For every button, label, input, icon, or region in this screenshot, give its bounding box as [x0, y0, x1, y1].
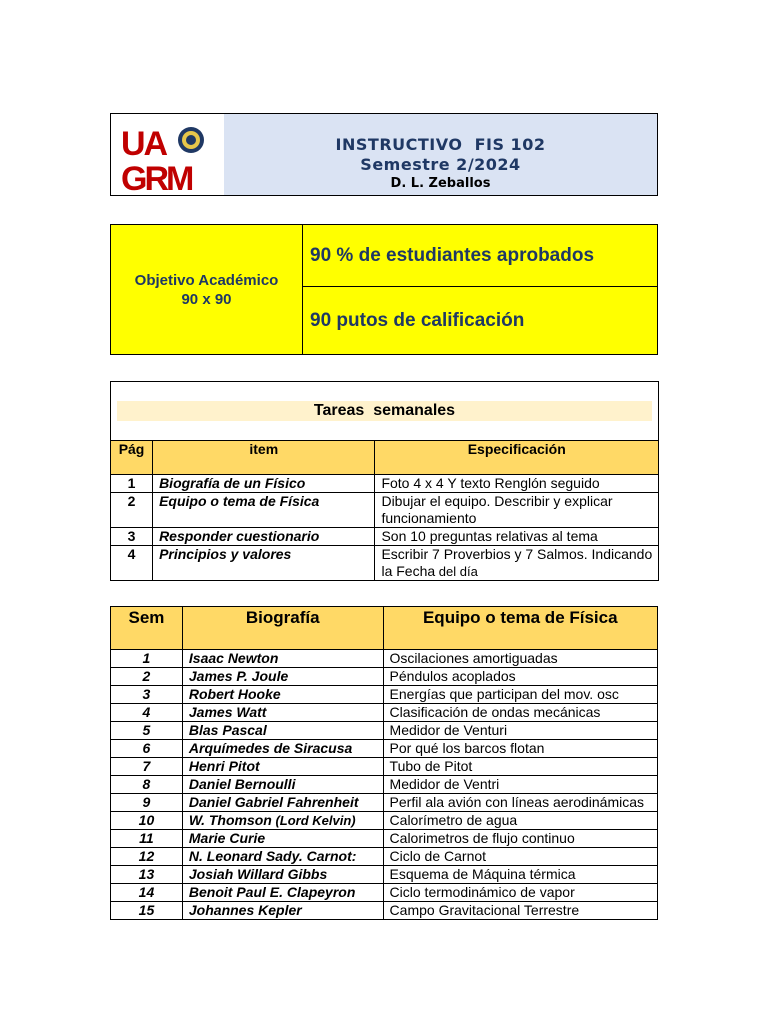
biography-name: Johannes Kepler [188, 902, 302, 918]
week-number: 14 [111, 884, 183, 902]
topic-cell: Esquema de Máquina térmica [383, 866, 657, 884]
topic-cell: Calorímetro de agua [383, 812, 657, 830]
objective-table [110, 224, 658, 355]
table-row [111, 884, 658, 902]
week-number: 1 [111, 650, 183, 668]
task-spec: Son 10 preguntas relativas al tema [375, 528, 659, 546]
topic-cell: Medidor de Ventri [383, 776, 657, 794]
week-number: 3 [111, 686, 183, 704]
tasks-title-cell [111, 382, 659, 441]
biography-cell [182, 794, 383, 812]
column-header-sem: Sem [111, 607, 183, 650]
biography-cell [182, 722, 383, 740]
week-number: 2 [111, 668, 183, 686]
column-header-spec: Especificación [375, 441, 659, 475]
biography-cell [182, 650, 383, 668]
table-row [111, 830, 658, 848]
table-row [111, 758, 658, 776]
weekly-tasks-table [110, 381, 659, 581]
week-number: 12 [111, 848, 183, 866]
objective-goal-students: 90 % de estudiantes aprobados [303, 225, 658, 287]
biography-cell [182, 866, 383, 884]
week-number: 9 [111, 794, 183, 812]
tasks-title: Tareas semanales [117, 401, 652, 421]
biography-cell [182, 884, 383, 902]
document-title: INSTRUCTIVO FIS 102 [335, 135, 546, 154]
biography-name: Daniel Bernoulli [188, 776, 296, 792]
task-spec-suffix: del día [435, 564, 478, 579]
schedule-header-row [111, 607, 658, 650]
semester-label: Semestre 2/2024 [360, 155, 521, 174]
header-title-block [224, 114, 657, 195]
task-page: 2 [111, 493, 153, 528]
biography-suffix: (Lord Kelvin) [271, 813, 356, 828]
table-row [111, 902, 658, 920]
task-spec: Dibujar el equipo. Describir y explicar funcionamiento [375, 493, 659, 528]
topic-cell: Calorimetros de flujo continuo [383, 830, 657, 848]
task-spec: Escribir 7 Proverbios y 7 Salmos. Indicando la Fecha [381, 546, 653, 579]
biography-name: Daniel Gabriel Fahrenheit [188, 794, 359, 810]
table-row [111, 650, 658, 668]
biography-cell [182, 668, 383, 686]
table-row [111, 475, 659, 493]
table-row [111, 704, 658, 722]
biography-name: Henri Pitot [188, 758, 260, 774]
week-number: 11 [111, 830, 183, 848]
biography-cell [182, 776, 383, 794]
task-item: Responder cuestionario [153, 528, 375, 546]
column-header-item: item [153, 441, 375, 475]
table-row [111, 546, 659, 581]
task-spec: Foto 4 x 4 Y texto Renglón seguido [375, 475, 659, 493]
table-row [111, 848, 658, 866]
topic-cell: Ciclo de Carnot [383, 848, 657, 866]
table-row [111, 794, 658, 812]
biography-name: Isaac Newton [188, 650, 279, 666]
biography-name: James P. Joule [188, 668, 289, 684]
topic-cell: Ciclo termodinámico de vapor [383, 884, 657, 902]
task-page: 1 [111, 475, 153, 493]
biography-cell [182, 848, 383, 866]
biography-name: Josiah Willard Gibbs [188, 866, 328, 882]
column-header-topic: Equipo o tema de Física [383, 607, 657, 650]
topic-cell: Oscilaciones amortiguadas [383, 650, 657, 668]
week-number: 7 [111, 758, 183, 776]
task-item: Principios y valores [153, 546, 375, 581]
university-logo [111, 114, 225, 195]
biography-name: Arquímedes de Siracusa [188, 740, 353, 756]
document-header [110, 113, 658, 196]
task-page: 4 [111, 546, 153, 581]
task-spec-cell [375, 546, 659, 581]
topic-cell: Perfil ala avión con líneas aerodinámicas [383, 794, 657, 812]
week-number: 8 [111, 776, 183, 794]
biography-cell [182, 740, 383, 758]
topic-cell: Clasificación de ondas mecánicas [383, 704, 657, 722]
biography-cell [182, 758, 383, 776]
column-header-pag: Pág [111, 441, 153, 475]
week-number: 6 [111, 740, 183, 758]
column-header-biography: Biografía [182, 607, 383, 650]
topic-cell: Campo Gravitacional Terrestre [383, 902, 657, 920]
week-number: 5 [111, 722, 183, 740]
table-row [111, 668, 658, 686]
objective-label: Objetivo Académico [134, 271, 279, 289]
topic-cell: Medidor de Venturi [383, 722, 657, 740]
weekly-schedule-table [110, 606, 658, 920]
biography-cell [182, 686, 383, 704]
table-row [111, 493, 659, 528]
topic-cell: Energías que participan del mov. osc [383, 686, 657, 704]
biography-name: Benoit Paul E. Clapeyron [188, 884, 356, 900]
table-row [111, 812, 658, 830]
week-number: 13 [111, 866, 183, 884]
table-row [111, 866, 658, 884]
biography-cell [182, 812, 383, 830]
table-row [111, 776, 658, 794]
biography-name: Robert Hooke [188, 686, 281, 702]
topic-cell: Por qué los barcos flotan [383, 740, 657, 758]
objective-ratio: 90 x 90 [181, 290, 232, 308]
logo-bottom-text: GRM [121, 160, 192, 192]
biography-name: W. Thomson [188, 812, 272, 828]
task-item: Equipo o tema de Física [153, 493, 375, 528]
biography-name: James Watt [188, 704, 267, 720]
topic-cell: Tubo de Pitot [383, 758, 657, 776]
objective-goal-score: 90 putos de calificación [303, 287, 658, 355]
task-item: Biografía de un Físico [153, 475, 375, 493]
topic-cell: Péndulos acoplados [383, 668, 657, 686]
week-number: 15 [111, 902, 183, 920]
tasks-header-row [111, 441, 659, 475]
week-number: 4 [111, 704, 183, 722]
week-number: 10 [111, 812, 183, 830]
biography-name: Marie Curie [188, 830, 266, 846]
table-row [111, 528, 659, 546]
biography-name: N. Leonard Sady. Carnot: [188, 848, 357, 864]
biography-cell [182, 902, 383, 920]
objective-label-cell [111, 225, 303, 355]
author-name: D. L. Zeballos [390, 176, 491, 191]
table-row [111, 740, 658, 758]
task-page: 3 [111, 528, 153, 546]
biography-cell [182, 704, 383, 722]
biography-cell [182, 830, 383, 848]
logo-top-text: UA [121, 125, 167, 163]
table-row [111, 722, 658, 740]
table-row [111, 686, 658, 704]
biography-name: Blas Pascal [188, 722, 267, 738]
